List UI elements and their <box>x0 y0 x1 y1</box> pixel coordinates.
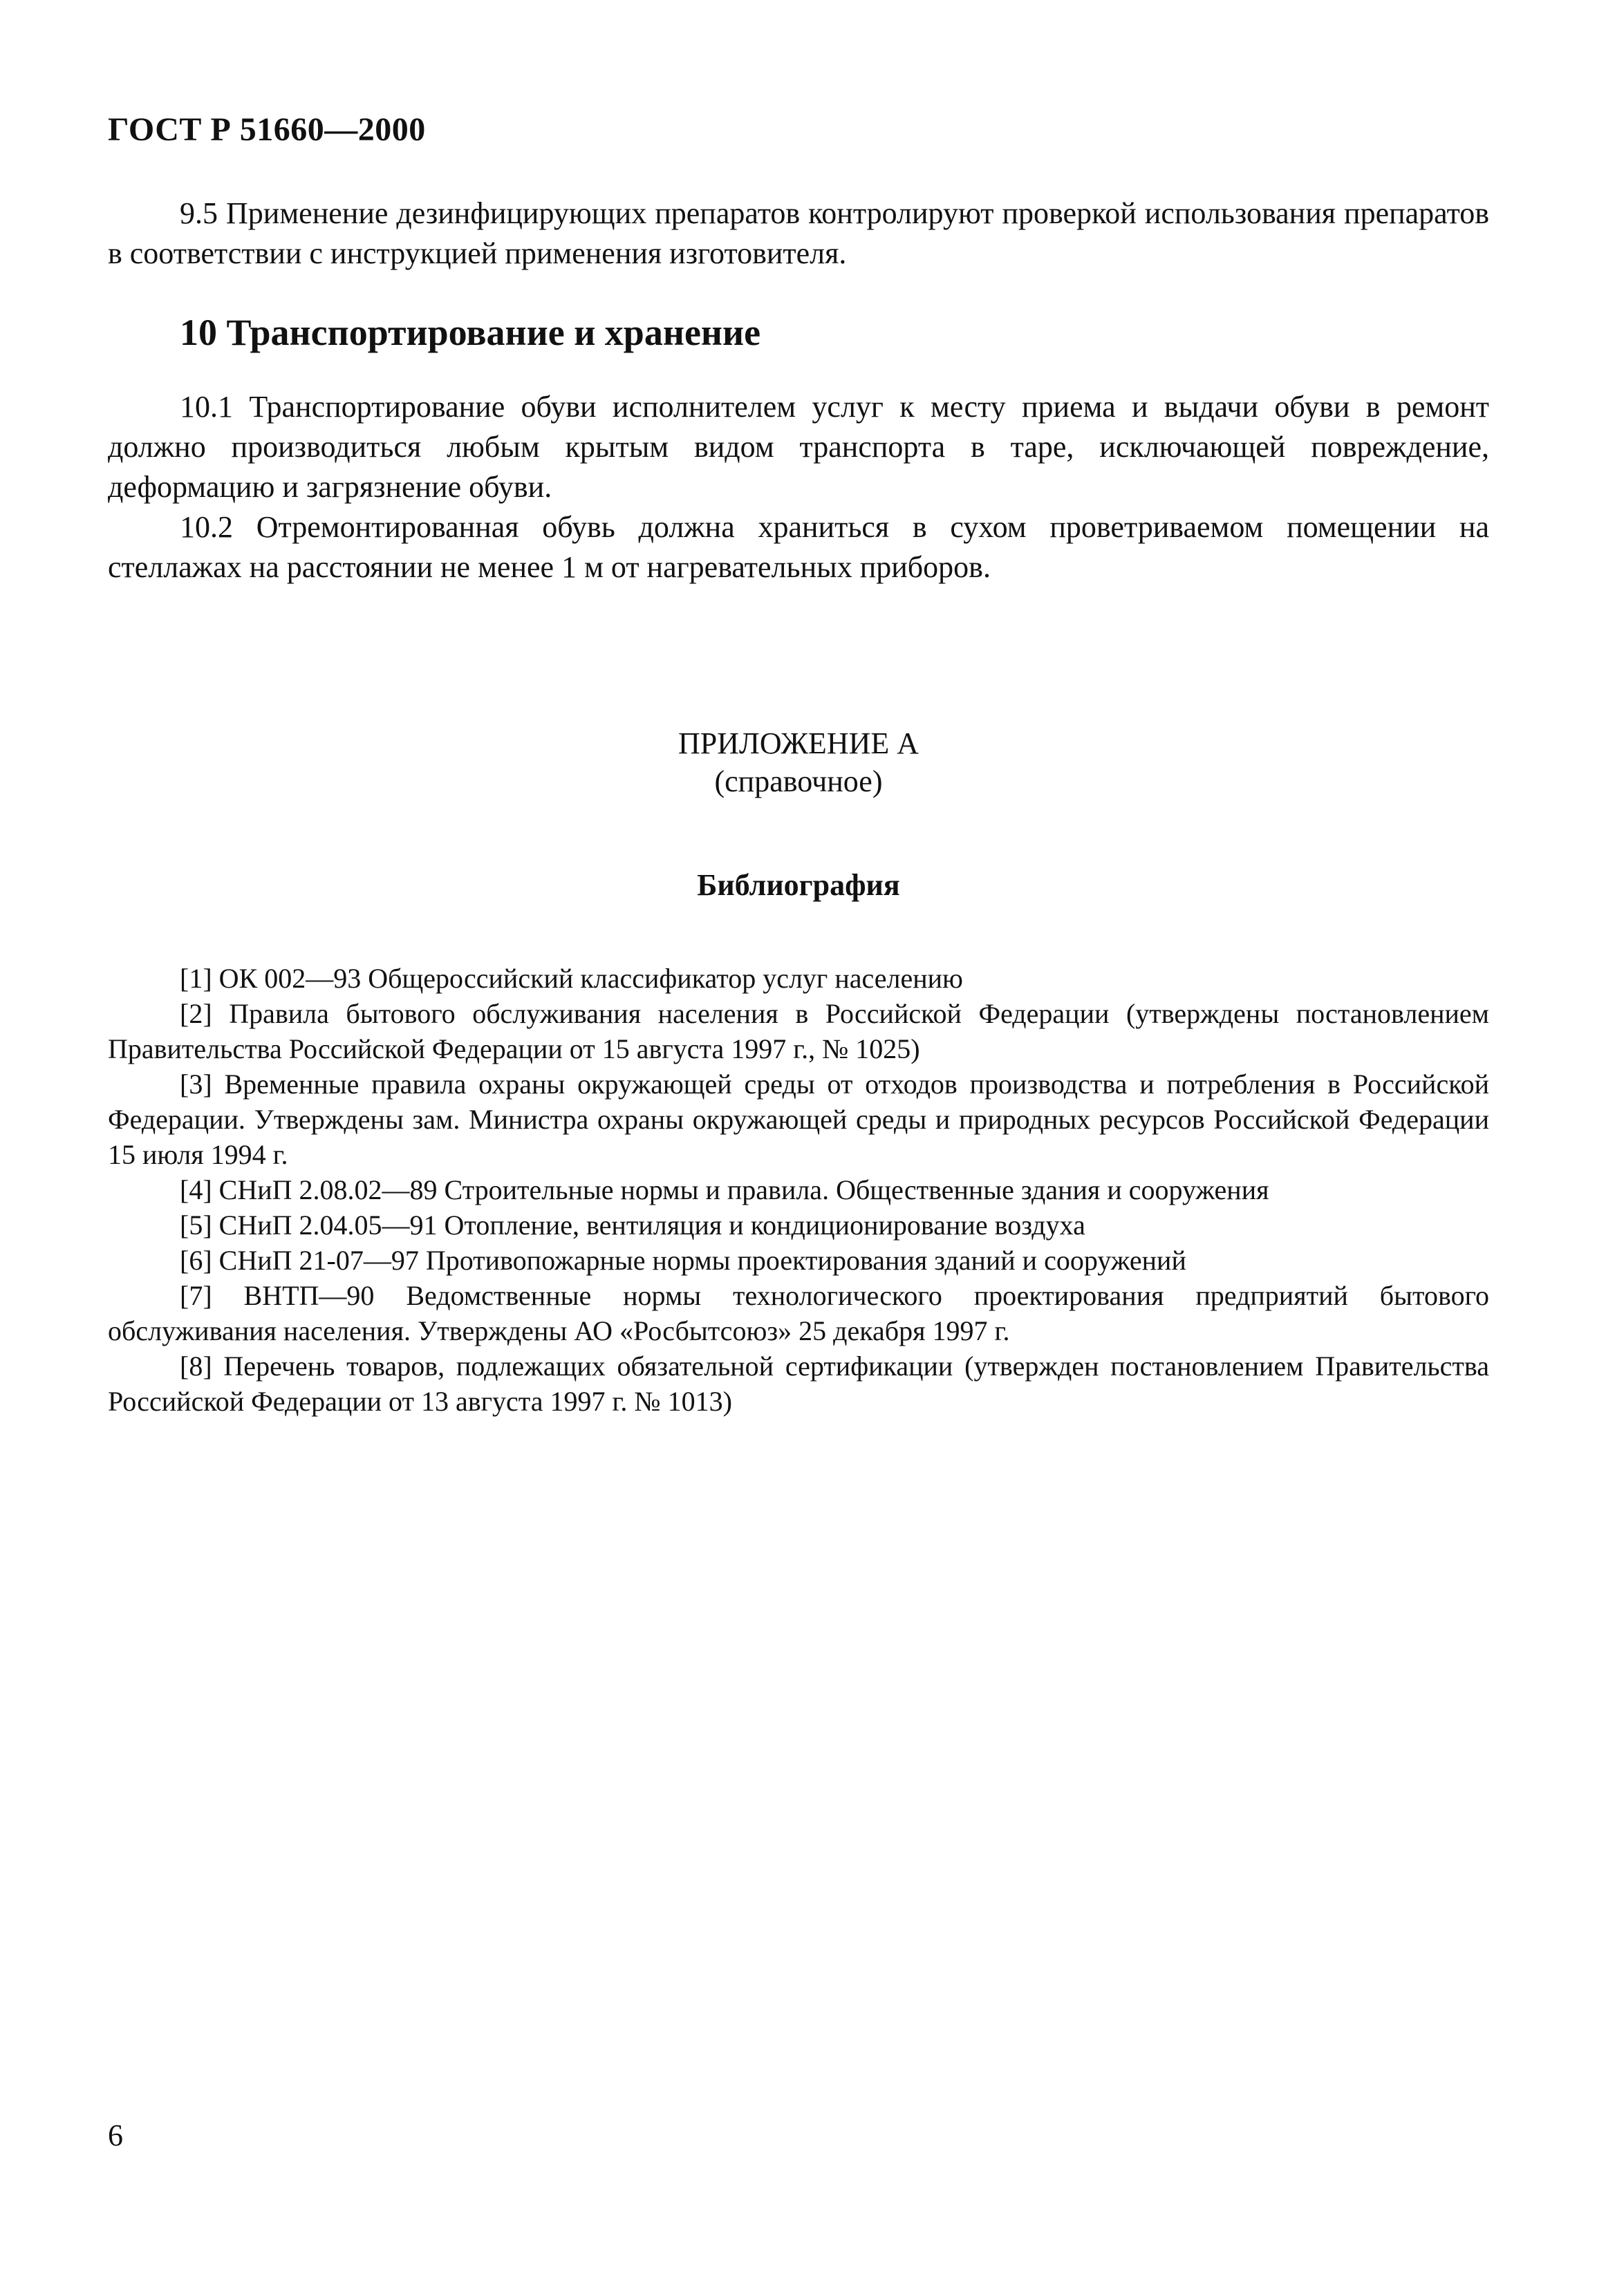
bibliography-item: [7] ВНТП—90 Ведомственные нормы технологического проектирования предприятий бытового обслуживания населения. Утверждены АО «Росбытсоюз» 25 декабря 1997 г. <box>108 1280 1489 1346</box>
paragraph-10-1: 10.1 Транспортирование обуви исполнителем услуг к месту приема и выдачи обуви в ремонт должно производиться любым крытым видом транспорта в таре, исключающей повреждение, деформацию и загрязнение обуви. <box>108 390 1489 504</box>
bibliography-item: [8] Перечень товаров, подлежащих обязательной сертификации (утвержден постановлением Правительства Российской Федерации от 13 августа 1997 г. № 1013) <box>108 1351 1489 1417</box>
paragraph-9-5: 9.5 Применение дезинфицирующих препаратов контролируют проверкой использования препаратов в соответствии с инструкцией применения изготовителя. <box>108 196 1489 270</box>
bibliography-item: [6] СНиП 21-07—97 Противопожарные нормы проектирования зданий и сооружений <box>180 1245 1186 1276</box>
bibliography-item: [5] СНиП 2.04.05—91 Отопление, вентиляция и кондиционирование воздуха <box>180 1210 1085 1241</box>
page-number: 6 <box>108 2118 123 2152</box>
bibliography-list <box>108 961 1489 1419</box>
bibliography-item: [4] СНиП 2.08.02—89 Строительные нормы и правила. Общественные здания и сооружения <box>180 1174 1269 1205</box>
section-10-body <box>108 387 1489 587</box>
section-10-title: 10 Транспортирование и хранение <box>180 312 761 353</box>
document-header: ГОСТ Р 51660—2000 <box>108 111 426 148</box>
bibliography-item: [1] ОК 002—93 Общероссийский классификатор услуг населению <box>180 963 963 994</box>
appendix-title: ПРИЛОЖЕНИЕ А <box>678 726 919 760</box>
bibliography-item: [2] Правила бытового обслуживания населения в Российской Федерации (утверждены постановлением Правительства Российской Федерации от 15 августа 1997 г., № 1025) <box>108 998 1489 1064</box>
bibliography-title: Библиография <box>697 868 900 902</box>
section-9-5 <box>108 194 1489 274</box>
appendix-subtitle: (справочное) <box>714 764 883 798</box>
bibliography-item: [3] Временные правила охраны окружающей среды от отходов производства и потребления в Российской Федерации. Утверждены зам. Министра охраны окружающей среды и природных ресурсов Российской Федерации 15 июля 1994 г. <box>108 1069 1489 1170</box>
paragraph-10-2: 10.2 Отремонтированная обувь должна храниться в сухом проветриваемом помещении на стеллажах на расстоянии не менее 1 м от нагревательных приборов. <box>108 510 1489 584</box>
